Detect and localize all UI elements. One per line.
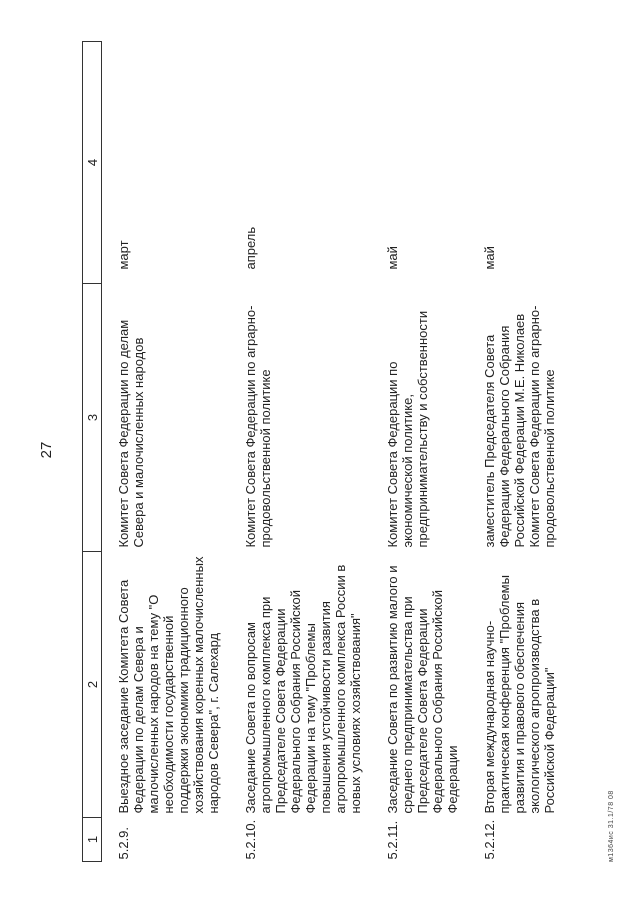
row-number: 5.2.10. — [243, 819, 258, 860]
responsible-party: Комитет Совета Федерации по экономической политике, предпринимательству и собственности — [385, 310, 430, 548]
document-footnote: м1364ис 31.1/78 08 — [608, 790, 615, 862]
responsible-party: Комитет Совета Федерации по аграрно-продовольственной политике — [243, 305, 273, 548]
event-description: Заседание Совета по развитию малого и среднего предпринимательства при Председателе Совета Федерации Федерального Собрания Российской Федерации — [385, 565, 460, 814]
responsible-party: заместитель Председателя Совета Федерации Федерального Собрания Российской Федерации М.Е. Николаев Комитет Совета Федерации по аграрно-продовольственной политике — [482, 305, 557, 548]
table-row — [468, 42, 565, 862]
column-header-2: 2 — [83, 552, 102, 818]
event-month: март — [116, 240, 131, 270]
column-header-3: 3 — [83, 284, 102, 552]
event-month: май — [385, 246, 400, 270]
table-row — [371, 42, 468, 862]
events-table — [82, 41, 565, 862]
event-month: май — [482, 246, 497, 270]
event-description: Вторая международная научно-практическая конференция "Проблемы развития и правового обеспечения экологического агропроизводства в Российской Федерации" — [482, 575, 557, 814]
row-number: 5.2.11. — [385, 820, 400, 860]
column-header-1: 1 — [83, 818, 102, 862]
table-header-row — [83, 42, 102, 862]
responsible-party: Комитет Совета Федерации по делам Севера и малочисленных народов — [116, 319, 146, 548]
row-number: 5.2.9. — [116, 826, 131, 860]
event-description: Выездное заседание Комитета Совета Федерации по делам Севера и малочисленных народов на тему "О необходимости государственной поддержки экономики традиционного хозяйствования коренных малочисленных народов Севера", г. Салехард — [116, 556, 221, 814]
table-row — [102, 42, 230, 862]
page-number: 27 — [38, 441, 55, 459]
row-number: 5.2.12. — [482, 819, 497, 860]
event-month: апрель — [243, 226, 258, 270]
event-description: Заседание Совета по вопросам агропромышленного комплекса при Председателе Совета Федерации Федерального Собрания Российской Федерации на тему "Проблемы повышения устойчивости развития агропромышленного комплекса России в новых условиях хозяйствования" — [243, 564, 363, 814]
table-row — [229, 42, 371, 862]
column-header-4: 4 — [83, 42, 102, 284]
